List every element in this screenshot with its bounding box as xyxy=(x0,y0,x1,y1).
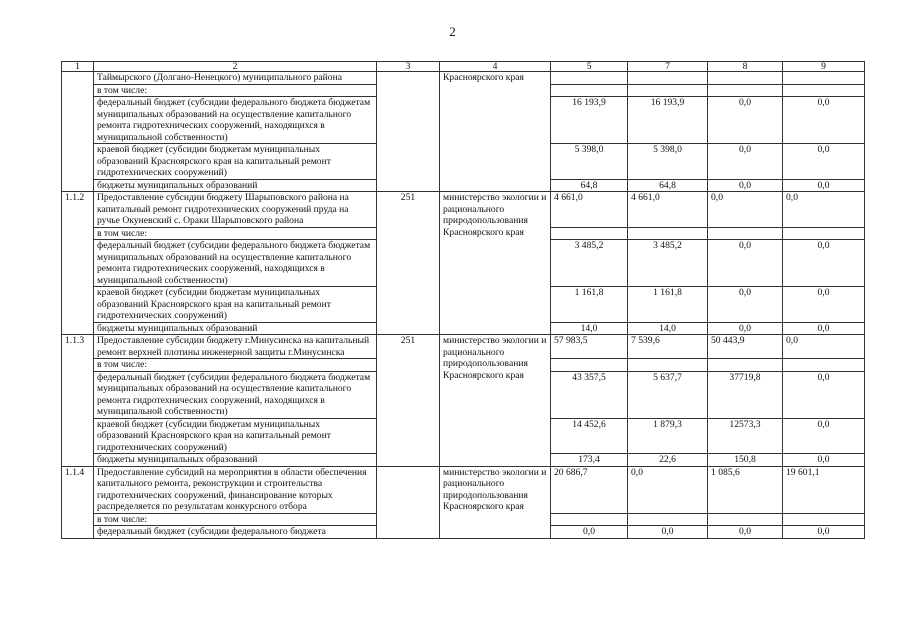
row-name: в том числе: xyxy=(94,513,377,526)
table-row xyxy=(62,335,865,359)
cell-value: 7 539,6 xyxy=(628,335,708,359)
row-org: Красноярского края xyxy=(440,72,551,192)
cell-value: 1 161,8 xyxy=(628,287,708,323)
cell-value: 14 452,6 xyxy=(551,418,628,454)
cell-value: 20 686,7 xyxy=(551,466,628,513)
budget-table xyxy=(61,61,865,539)
row-code xyxy=(377,466,440,538)
cell-value: 0,0 xyxy=(708,97,783,144)
cell-value: 3 485,2 xyxy=(628,240,708,287)
table-row xyxy=(62,72,865,85)
cell-value: 0,0 xyxy=(783,240,865,287)
cell-value: 1 085,6 xyxy=(708,466,783,513)
column-header: 9 xyxy=(783,62,865,72)
row-id xyxy=(62,72,94,192)
column-header: 4 xyxy=(440,62,551,72)
cell-value: 5 398,0 xyxy=(551,144,628,180)
cell-value xyxy=(783,359,865,372)
cell-value xyxy=(783,513,865,526)
column-header: 1 xyxy=(62,62,94,72)
cell-value: 5 637,7 xyxy=(628,371,708,418)
cell-value: 0,0 xyxy=(628,466,708,513)
cell-value: 16 193,9 xyxy=(628,97,708,144)
row-name: в том числе: xyxy=(94,227,377,240)
row-code: 251 xyxy=(377,335,440,467)
row-name: федеральный бюджет (субсидии федерального бюджета бюджетам муниципальных образований на осуществление капитального ремонта гидротехнических сооружений, находящихся в муниципальной собственности) xyxy=(94,371,377,418)
cell-value: 4 661,0 xyxy=(628,192,708,228)
column-header: 3 xyxy=(377,62,440,72)
cell-value xyxy=(783,84,865,97)
cell-value xyxy=(708,359,783,372)
column-header: 8 xyxy=(708,62,783,72)
row-name: Таймырского (Долгано-Ненецкого) муниципального района xyxy=(94,72,377,85)
cell-value: 3 485,2 xyxy=(551,240,628,287)
column-header: 7 xyxy=(628,62,708,72)
cell-value: 5 398,0 xyxy=(628,144,708,180)
cell-value: 0,0 xyxy=(708,526,783,539)
row-org: министерство экологии и рационального природопользования Красноярского края xyxy=(440,192,551,335)
cell-value: 37719,8 xyxy=(708,371,783,418)
cell-value xyxy=(783,227,865,240)
row-name: Предоставление субсидий на мероприятия в области обеспечения капитального ремонта, реконструкции и строительства гидротехнических сооружений, финансирование которых распределяется по результатам конкурсного отбора xyxy=(94,466,377,513)
cell-value xyxy=(628,84,708,97)
row-name: бюджеты муниципальных образований xyxy=(94,322,377,335)
column-header: 5 xyxy=(551,62,628,72)
cell-value xyxy=(708,84,783,97)
row-org: министерство экологии и рационального природопользования Красноярского края xyxy=(440,335,551,467)
table-row xyxy=(62,466,865,513)
cell-value: 173,4 xyxy=(551,454,628,467)
row-id: 1.1.4 xyxy=(62,466,94,538)
cell-value: 0,0 xyxy=(708,322,783,335)
cell-value: 64,8 xyxy=(551,179,628,192)
cell-value xyxy=(551,84,628,97)
row-name: бюджеты муниципальных образований xyxy=(94,454,377,467)
row-name: Предоставление субсидии бюджету г.Минусинска на капитальный ремонт верхней плотины инженерной защиты г.Минусинска xyxy=(94,335,377,359)
page-number: 2 xyxy=(449,24,456,39)
cell-value: 0,0 xyxy=(783,179,865,192)
cell-value: 0,0 xyxy=(708,192,783,228)
row-name: краевой бюджет (субсидии бюджетам муниципальных образований Красноярского края на капитальный ремонт гидротехнических сооружений) xyxy=(94,418,377,454)
cell-value: 0,0 xyxy=(783,371,865,418)
cell-value xyxy=(708,513,783,526)
cell-value: 0,0 xyxy=(708,179,783,192)
row-code: 251 xyxy=(377,192,440,335)
cell-value: 1 161,8 xyxy=(551,287,628,323)
cell-value: 0,0 xyxy=(783,418,865,454)
table-row xyxy=(62,192,865,228)
cell-value: 0,0 xyxy=(783,97,865,144)
cell-value: 0,0 xyxy=(783,287,865,323)
cell-value: 14,0 xyxy=(628,322,708,335)
row-name: бюджеты муниципальных образований xyxy=(94,179,377,192)
cell-value: 43 357,5 xyxy=(551,371,628,418)
row-name: в том числе: xyxy=(94,84,377,97)
cell-value: 57 983,5 xyxy=(551,335,628,359)
cell-value: 4 661,0 xyxy=(551,192,628,228)
cell-value: 50 443,9 xyxy=(708,335,783,359)
cell-value: 14,0 xyxy=(551,322,628,335)
cell-value: 0,0 xyxy=(628,526,708,539)
cell-value xyxy=(628,227,708,240)
cell-value xyxy=(628,72,708,85)
cell-value: 0,0 xyxy=(783,526,865,539)
cell-value: 12573,3 xyxy=(708,418,783,454)
cell-value: 0,0 xyxy=(783,192,865,228)
cell-value xyxy=(551,227,628,240)
row-id: 1.1.3 xyxy=(62,335,94,467)
cell-value: 0,0 xyxy=(551,526,628,539)
cell-value: 0,0 xyxy=(708,144,783,180)
cell-value: 1 879,3 xyxy=(628,418,708,454)
column-header: 2 xyxy=(94,62,377,72)
header-row xyxy=(62,62,865,72)
cell-value xyxy=(551,359,628,372)
cell-value xyxy=(708,72,783,85)
cell-value: 19 601,1 xyxy=(783,466,865,513)
row-name: Предоставление субсидии бюджету Шарыповского района на капитальный ремонт гидротехнических сооружений пруда на ручье Окуневский с. Ораки Шарыповского района xyxy=(94,192,377,228)
cell-value xyxy=(628,359,708,372)
row-name: федеральный бюджет (субсидии федерального бюджета бюджетам муниципальных образований на осуществление капитального ремонта гидротехнических сооружений, находящихся в муниципальной собственности) xyxy=(94,240,377,287)
row-name: краевой бюджет (субсидии бюджетам муниципальных образований Красноярского края на капитальный ремонт гидротехнических сооружений) xyxy=(94,287,377,323)
cell-value: 150,8 xyxy=(708,454,783,467)
row-id: 1.1.2 xyxy=(62,192,94,335)
cell-value: 16 193,9 xyxy=(551,97,628,144)
cell-value xyxy=(551,513,628,526)
row-name: краевой бюджет (субсидии бюджетам муниципальных образований Красноярского края на капитальный ремонт гидротехнических сооружений) xyxy=(94,144,377,180)
cell-value: 0,0 xyxy=(708,240,783,287)
cell-value: 0,0 xyxy=(783,144,865,180)
cell-value: 0,0 xyxy=(783,335,865,359)
cell-value: 0,0 xyxy=(708,287,783,323)
cell-value: 0,0 xyxy=(783,454,865,467)
row-name: федеральный бюджет (субсидии федерального бюджета бюджетам муниципальных образований на осуществление капитального ремонта гидротехнических сооружений, находящихся в муниципальной собственности) xyxy=(94,97,377,144)
cell-value xyxy=(783,72,865,85)
row-name: в том числе: xyxy=(94,359,377,372)
cell-value: 22,6 xyxy=(628,454,708,467)
row-code xyxy=(377,72,440,192)
row-name: федеральный бюджет (субсидии федерального бюджета xyxy=(94,526,377,539)
cell-value xyxy=(628,513,708,526)
cell-value xyxy=(551,72,628,85)
cell-value xyxy=(708,227,783,240)
cell-value: 64,8 xyxy=(628,179,708,192)
cell-value: 0,0 xyxy=(783,322,865,335)
row-org: министерство экологии и рационального природопользования Красноярского края xyxy=(440,466,551,538)
